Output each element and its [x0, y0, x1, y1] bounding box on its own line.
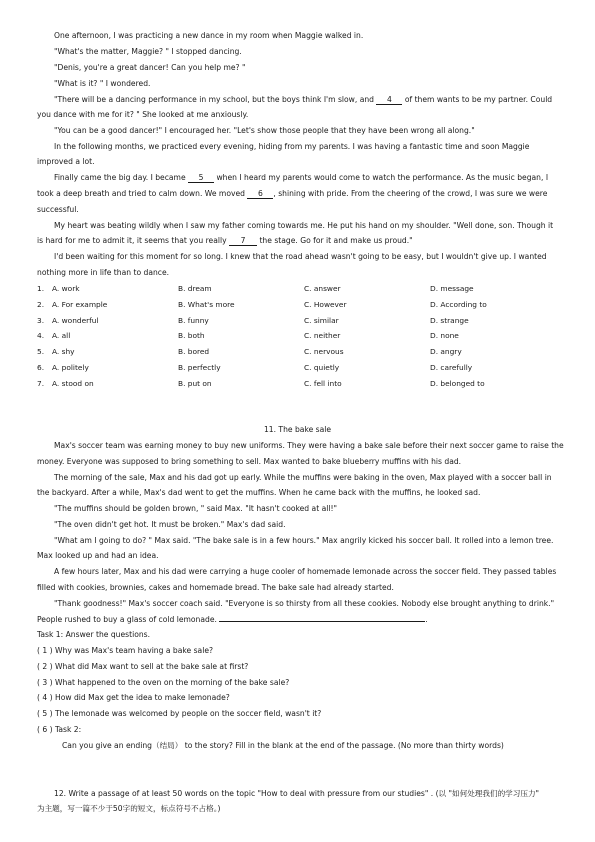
question-number: 6.	[37, 363, 45, 372]
story-text: took a deep breath and tried to calm down. We moved	[37, 189, 245, 198]
blank-6: 6	[247, 190, 273, 199]
answer-option[interactable]: A. stood on	[52, 378, 94, 388]
story-text: of them wants to be my partner. Could	[404, 95, 553, 104]
blank-5: 5	[188, 174, 214, 183]
story-paragraph: "Thank goodness!" Max's soccer coach said. "Everyone is so thirsty from all these cookies. Nobody else brought anything to drink."	[54, 599, 555, 608]
answer-option[interactable]: C. answer	[304, 284, 341, 293]
story-paragraph: Max looked up and had an idea.	[37, 551, 159, 560]
story-text: the stage. Go for it and make us proud."	[259, 236, 413, 245]
story-paragraph: One afternoon, I was practicing a new dance in my room when Maggie walked in.	[54, 31, 364, 40]
answer-option[interactable]: D. strange	[430, 315, 469, 325]
story-paragraph: filled with cookies, brownies, cakes and homemade bread. The bake sale had already started.	[37, 583, 394, 592]
answer-option[interactable]: D. none	[430, 331, 459, 341]
blank-4: 4	[376, 96, 402, 105]
story-paragraph: A few hours later, Max and his dad were carrying a huge cooler of homemade lemonade across the soccer field. They passed tables	[54, 567, 557, 576]
question-item: ( 3 ) What happened to the oven on the morning of the bake sale?	[37, 678, 290, 687]
answer-option[interactable]: B. dream	[178, 284, 212, 293]
answer-option[interactable]: C. quietly	[304, 363, 340, 372]
answer-option[interactable]: B. both	[178, 331, 205, 341]
blank-7: 7	[229, 237, 257, 246]
ending-answer-blank[interactable]	[219, 614, 428, 624]
story-text: .	[425, 615, 428, 624]
story-paragraph: The morning of the sale, Max and his dad got up early. While the muffins were baking in the oven, Max played with a soccer ball in	[54, 473, 552, 482]
story-paragraph: successful.	[37, 205, 79, 214]
story-paragraph	[54, 173, 548, 183]
story-paragraph: Max's soccer team was earning money to buy new uniforms. They were having a bake sale before their next soccer game to raise the	[54, 441, 564, 450]
question-number: 4.	[37, 331, 45, 341]
answer-option[interactable]: B. put on	[178, 378, 212, 388]
task-heading: Task 1: Answer the questions.	[37, 630, 151, 639]
task-instruction: Can you give an ending（结局） to the story? Fill in the blank at the end of the passage. (No more than thirty words)	[62, 741, 504, 750]
answer-option[interactable]: A. For example	[52, 299, 108, 309]
answer-option[interactable]: A. wonderful	[52, 315, 99, 325]
answer-option[interactable]: A. all	[52, 331, 71, 341]
question-item: ( 6 ) Task 2:	[37, 725, 82, 734]
answer-option[interactable]: D. angry	[430, 347, 462, 357]
question-item: ( 5 ) The lemonade was welcomed by people on the soccer field, wasn't it?	[37, 709, 322, 718]
story-text: "There will be a dancing performance in my school, but the boys think I'm slow, and	[54, 95, 374, 104]
story-paragraph: "The oven didn't get hot. It must be broken." Max's dad said.	[54, 520, 286, 529]
story-paragraph: I'd been waiting for this moment for so long. I knew that the road ahead wasn't going to be easy, but I wouldn't give up. I wanted	[54, 252, 547, 261]
question-item: ( 4 ) How did Max get the idea to make lemonade?	[37, 693, 230, 702]
story-paragraph: improved a lot.	[37, 157, 95, 166]
story-text: , shining with pride. From the cheering of the crowd, I was sure we were	[273, 189, 548, 198]
answer-option[interactable]: C. However	[304, 299, 347, 309]
answer-option[interactable]: A. politely	[52, 363, 89, 372]
story-paragraph: money. Everyone was supposed to bring something to sell. Max wanted to bake blueberry muffins with his dad.	[37, 457, 462, 466]
story-text: People rushed to buy a glass of cold lemonade.	[37, 615, 217, 624]
story-paragraph: "The muffins should be golden brown, " said Max. "It hasn't cooked at all!"	[54, 504, 337, 513]
writing-prompt: 为主题，写一篇不少于50字的短文，标点符号不占格。)	[37, 804, 221, 813]
story-paragraph: nothing more in life than to dance.	[37, 268, 170, 277]
answer-option[interactable]: D. message	[430, 284, 474, 293]
story-paragraph	[37, 236, 413, 246]
answer-option[interactable]: C. neither	[304, 331, 341, 341]
story-paragraph: "You can be a good dancer!" I encouraged her. "Let's show those people that they have been wrong all along."	[54, 126, 475, 135]
story-paragraph: In the following months, we practiced every evening, hiding from my parents. I was having a fantastic time and soon Maggie	[54, 142, 530, 151]
answer-option[interactable]: D. According to	[430, 299, 487, 309]
answer-option[interactable]: B. funny	[178, 315, 209, 325]
answer-option[interactable]: A. shy	[52, 347, 75, 357]
story-text: Finally came the big day. I became	[54, 173, 186, 182]
answer-option[interactable]: D. belonged to	[430, 378, 485, 388]
story-paragraph: "Denis, you're a great dancer! Can you help me? "	[54, 63, 246, 72]
story-text: when I heard my parents would come to watch the performance. As the music began, I	[216, 173, 549, 182]
story-paragraph: My heart was beating wildly when I saw my father coming towards me. He put his hand on my shoulder. "Well done, son. Though it	[54, 221, 554, 230]
answer-option[interactable]: B. What's more	[178, 299, 235, 309]
story-paragraph: the backyard. After a while, Max's dad went to get the muffins. When he came back with the muffins, he looked sad.	[37, 488, 481, 497]
story-paragraph: "What am I going to do? " Max said. "The bake sale is in a few hours." Max angrily kicked his soccer ball. It rolled into a lemon tree.	[54, 536, 554, 545]
story-text: is hard for me to admit it, it seems that you really	[37, 236, 227, 245]
answer-option[interactable]: B. perfectly	[178, 363, 221, 372]
answer-option[interactable]: C. similar	[304, 315, 339, 325]
question-item: ( 1 ) Why was Max's team having a bake sale?	[37, 646, 214, 655]
answer-option[interactable]: C. fell into	[304, 378, 342, 388]
question-number: 7.	[37, 378, 45, 388]
answer-option[interactable]: C. nervous	[304, 347, 344, 357]
story-paragraph: "What is it? " I wondered.	[54, 79, 151, 88]
question-item: ( 2 ) What did Max want to sell at the bake sale at first?	[37, 662, 249, 671]
writing-prompt: 12. Write a passage of at least 50 words on the topic "How to deal with pressure from our studies" . (以 "如何处理我们的学习压力"	[54, 789, 540, 798]
answer-option[interactable]: D. carefully	[430, 363, 473, 372]
question-number: 1.	[37, 284, 45, 293]
story-paragraph: "What's the matter, Maggie? " I stopped dancing.	[54, 47, 242, 56]
story-paragraph	[37, 614, 428, 625]
story-paragraph	[54, 95, 552, 105]
answer-option[interactable]: B. bored	[178, 347, 210, 357]
question-number: 3.	[37, 315, 45, 325]
story-paragraph	[37, 189, 547, 199]
story-paragraph: you dance with me for it? " She looked at me anxiously.	[37, 110, 249, 119]
question-number: 5.	[37, 347, 45, 357]
section-title: 11. The bake sale	[263, 425, 332, 434]
question-number: 2.	[37, 299, 45, 309]
answer-option[interactable]: A. work	[52, 284, 80, 293]
